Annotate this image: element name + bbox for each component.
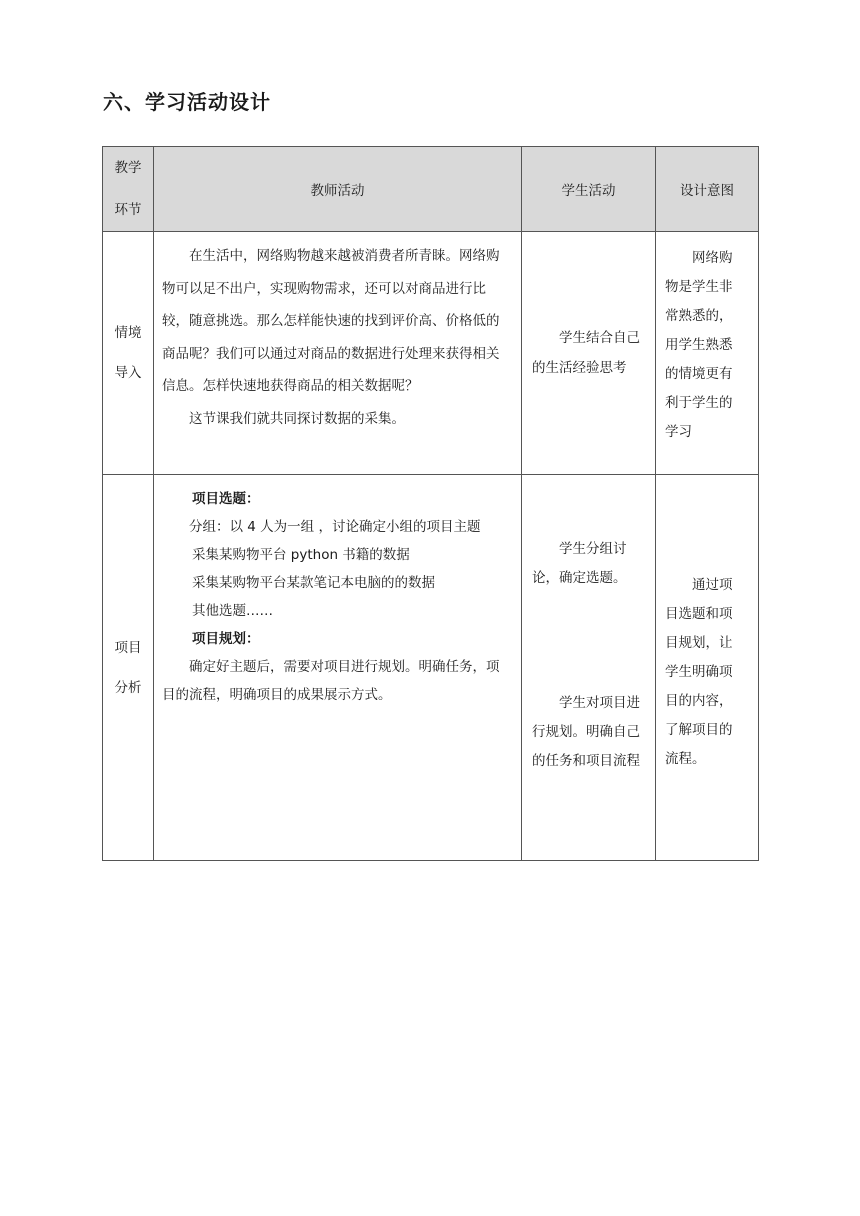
student-activity-cell [522, 475, 656, 861]
table-row [103, 232, 759, 475]
project-plan-text: 确定好主题后，需要对项目进行规划。明确任务，项目的流程，明确项目的成果展示方式。 [162, 659, 500, 703]
header-stage-line1: 教学 [114, 160, 142, 176]
student-activity-cell [522, 232, 656, 475]
teacher-paragraph: 这节课我们就共同探讨数据的采集。 [189, 410, 405, 427]
header-teacher-activity: 教师活动 [154, 147, 522, 232]
header-design-intent: 设计意图 [656, 147, 759, 232]
header-student-activity: 学生活动 [522, 147, 656, 232]
topic-option: 采集某购物平台某款笔记本电脑的的数据 [192, 575, 435, 591]
stage-label-line1: 情境 [114, 325, 142, 341]
student-paragraph: 学生结合自己的生活经验思考 [532, 330, 640, 376]
intent-text: 通过项目选题和项目规划，让学生明确项目的内容，了解项目的流程。 [665, 577, 733, 767]
intent-text: 网络购物是学生非常熟悉的，用学生熟悉的情境更有利于学生的学习 [665, 250, 733, 440]
stage-cell [103, 475, 154, 861]
table-row [103, 475, 759, 861]
project-plan-heading: 项目规划： [192, 631, 260, 647]
stage-cell [103, 232, 154, 475]
header-stage-line2: 环节 [114, 202, 142, 218]
table-header-row [103, 147, 759, 232]
grouping-text: 分组：以 4 人为一组 ，讨论确定小组的项目主题 [189, 519, 481, 535]
design-intent-cell [656, 475, 759, 861]
design-intent-cell [656, 232, 759, 475]
student-paragraph: 学生分组讨论，确定选题。 [532, 541, 627, 586]
stage-label-line1: 项目 [114, 639, 142, 656]
stage-label-line2: 分析 [114, 679, 142, 696]
section-title: 六、学习活动设计 [103, 90, 271, 114]
header-stage [103, 147, 154, 232]
teacher-paragraph: 在生活中，网络购物越来越被消费者所青睐。网络购物可以足不出户，实现购物需求，还可以对商品进行比较，随意挑选。那么怎样能快速的找到评价高、价格低的商品呢？我们可以通过对商品的数据进行处理来获得相关信息。怎样快速地获得商品的相关数据呢？ [162, 248, 500, 394]
teacher-activity-cell [154, 232, 522, 475]
stage-label-line2: 导入 [114, 365, 142, 381]
learning-activity-table [102, 146, 759, 861]
teacher-activity-cell [154, 475, 522, 861]
topic-option: 采集某购物平台 python 书籍的数据 [192, 547, 410, 563]
student-paragraph: 学生对项目进行规划。明确自己的任务和项目流程 [532, 695, 640, 769]
topic-option: 其他选题…… [192, 603, 273, 619]
project-topic-heading: 项目选题： [192, 491, 260, 507]
